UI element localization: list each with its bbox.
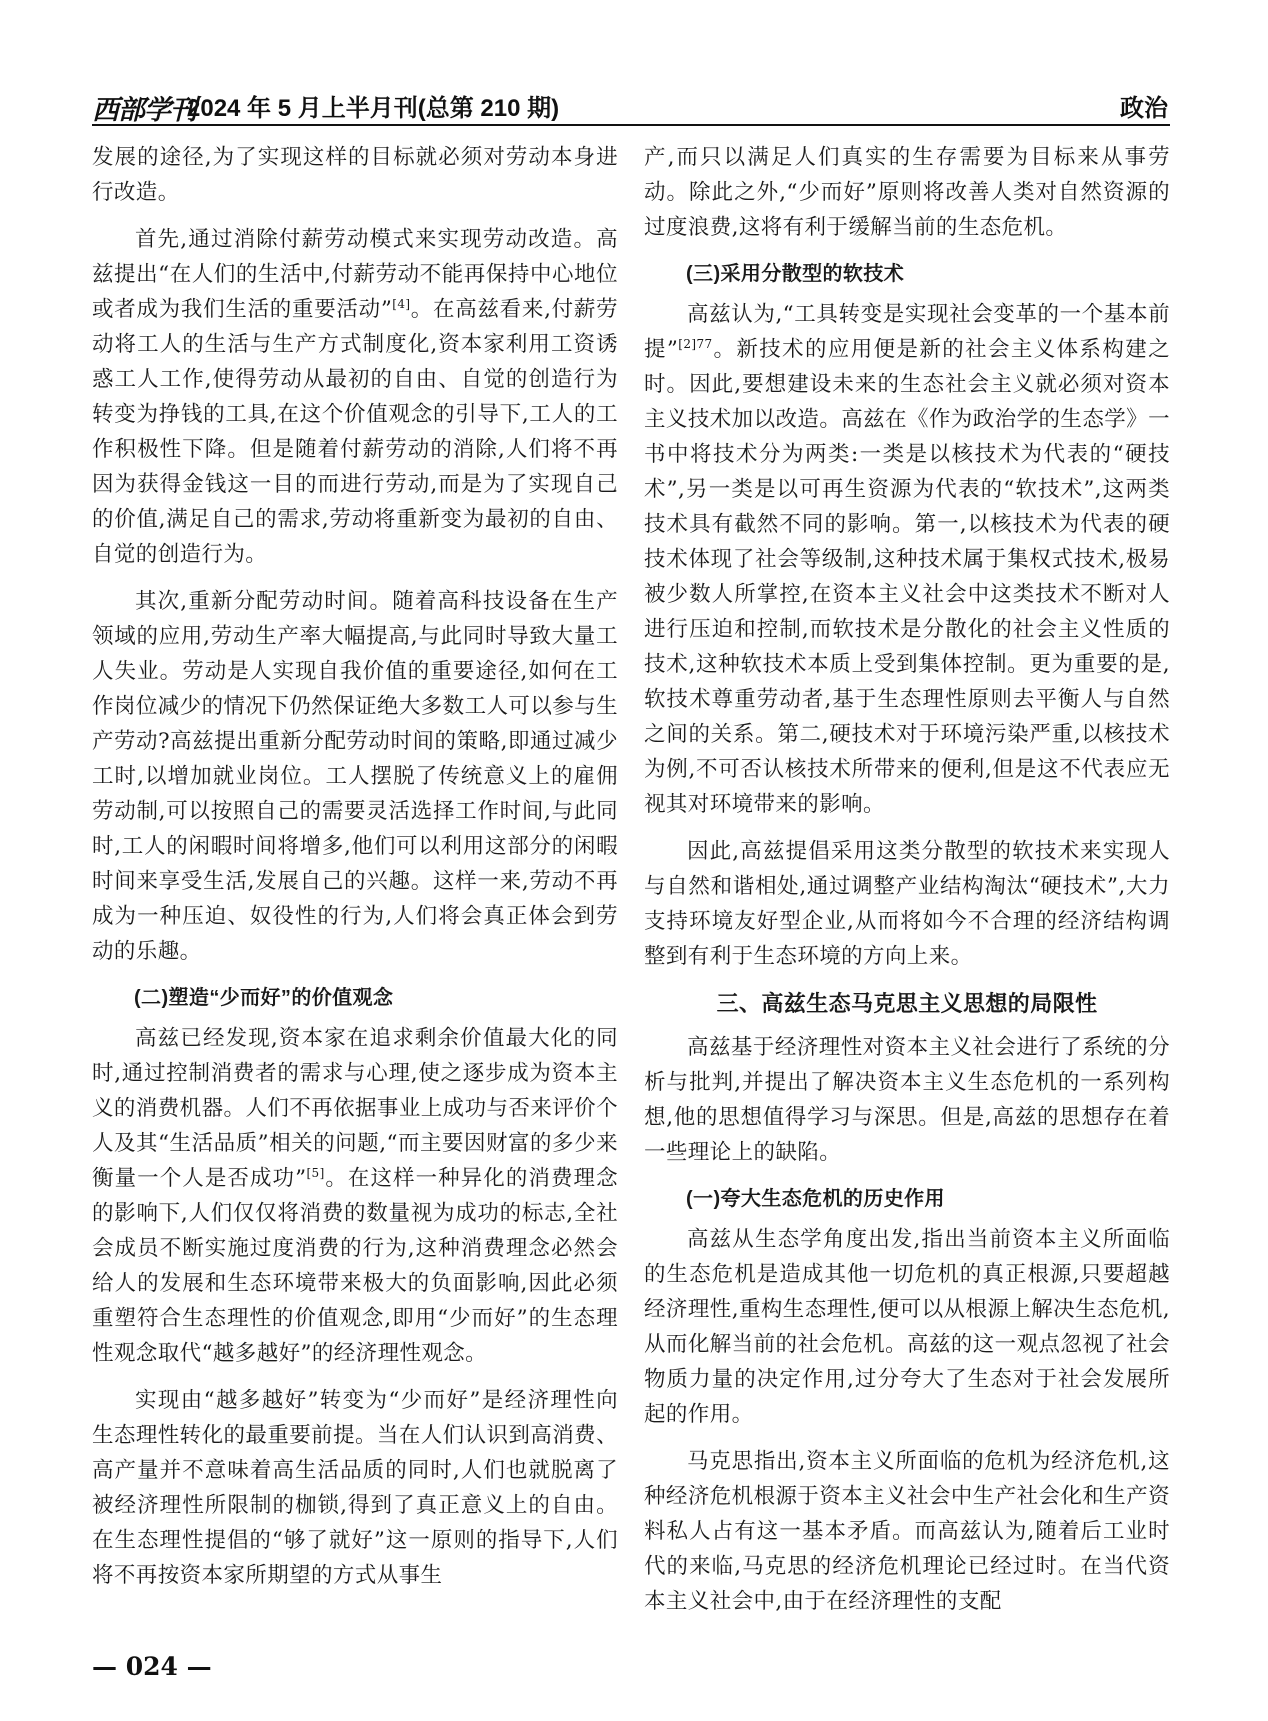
header-rule xyxy=(92,124,1170,126)
paragraph xyxy=(644,297,1170,822)
paragraph: 高兹从生态学角度出发,指出当前资本主义所面临的生态危机是造成其他一切危机的真正根源,只要超越经济理性,重构生态理性,便可以从根源上解决生态危机,从而化解当前的社会危机。高兹的这一观点忽视了社会物质力量的决定作用,过分夸大了生态对于社会发展所起的作用。 xyxy=(644,1227,1170,1427)
paragraph xyxy=(92,222,618,572)
left-column xyxy=(92,140,618,1685)
paragraph-text: 。在这样一种异化的消费理念的影响下,人们仅仅将消费的数量视为成功的标志,全社会成员不断实施过度消费的行为,这种消费理念必然会给人的发展和生态环境带来极大的负面影响,因此必须重塑符合生态理性的价值观念,即用“少而好”的生态理性观念取代“越多越好”的经济理性观念。 xyxy=(92,1166,618,1366)
section-heading: 三、高兹生态马克思主义思想的局限性 xyxy=(716,991,1098,1016)
page-number: — 024 — xyxy=(92,1652,212,1681)
paragraph: 实现由“越多越好”转变为“少而好”是经济理性向生态理性转化的最重要前提。当在人们认识到高消费、高产量并不意味着高生活品质的同时,人们也就脱离了被经济理性所限制的枷锁,得到了真正意义上的自由。在生态理性提倡的“够了就好”这一原则的指导下,人们将不再按资本家所期望的方式从事生 xyxy=(92,1388,618,1588)
paragraph-text: 。新技术的应用便是新的社会主义体系构建之时。因此,要想建设未来的生态社会主义就必须对资本主义技术加以改造。高兹在《作为政治学的生态学》一书中将技术分为两类:一类是以核技术为代表的“硬技术”,另一类是以可再生资源为代表的“软技术”,这两类技术具有截然不同的影响。第一,以核技术为代表的硬技术体现了社会等级制,这种技术属于集权式技术,极易被少数人所掌控,在资本主义社会中这类技术不断对人进行压迫和控制,而软技术是分散化的社会主义性质的技术,这种软技术本质上受到集体控制。更为重要的是,软技术尊重劳动者,基于生态理性原则去平衡人与自然之间的关系。第二,硬技术对于环境污染严重,以核技术为例,不可否认核技术所带来的便利,但是这不代表应无视其对环境带来的影响。 xyxy=(644,337,1170,817)
paragraph-text: 高兹认为,“工具转变是实现社会变革的一个基本前提” xyxy=(644,302,1170,362)
right-column xyxy=(644,140,1170,1685)
subsection-heading: (一)夸大生态危机的历史作用 xyxy=(686,1188,945,1210)
paragraph: 高兹基于经济理性对资本主义社会进行了系统的分析与批判,并提出了解决资本主义生态危机的一系列构想,他的思想值得学习与深思。但是,高兹的思想存在着一些理论上的缺陷。 xyxy=(644,1035,1170,1165)
citation-reference: [2]77 xyxy=(678,336,713,351)
journal-logo: 西部学刊 xyxy=(92,95,196,126)
paragraph: 因此,高兹提倡采用这类分散型的软技术来实现人与自然和谐相处,通过调整产业结构淘汰“硬技术”,大力支持环境友好型企业,从而将如今不合理的经济结构调整到有利于生态环境的方向上来。 xyxy=(644,839,1170,969)
paragraph-text: 。在高兹看来,付薪劳动将工人的生活与生产方式制度化,资本家利用工资诱惑工人工作,使得劳动从最初的自由、自觉的创造行为转变为挣钱的工具,在这个价值观念的引导下,工人的工作积极性下降。但是随着付薪劳动的消除,人们将不再因为获得金钱这一目的而进行劳动,而是为了实现自己的价值,满足自己的需求,劳动将重新变为最初的自由、自觉的创造行为。 xyxy=(92,297,619,567)
paragraph-text: 首先,通过消除付薪劳动模式来实现劳动改造。高兹提出“在人们的生活中,付薪劳动不能再保持中心地位或者成为我们生活的重要活动” xyxy=(92,227,618,322)
paragraph: 马克思指出,资本主义所面临的危机为经济危机,这种经济危机根源于资本主义社会中生产社会化和生产资料私人占有这一基本矛盾。而高兹认为,随着后工业时代的来临,马克思的经济危机理论已经过时。在当代资本主义社会中,由于在经济理性的支配 xyxy=(644,1449,1170,1614)
subsection-heading: (三)采用分散型的软技术 xyxy=(686,263,905,285)
issue-info: 2024 年 5 月上半月刊(总第 210 期) xyxy=(187,95,560,122)
section-label: 政治 xyxy=(1120,95,1168,122)
paragraph: 发展的途径,为了实现这样的目标就必须对劳动本身进行改造。 xyxy=(92,145,618,205)
running-header xyxy=(92,78,1170,128)
paragraph: 其次,重新分配劳动时间。随着高科技设备在生产领域的应用,劳动生产率大幅提高,与此同时导致大量工人失业。劳动是人实现自我价值的重要途径,如何在工作岗位减少的情况下仍然保证绝大多数工人可以参与生产劳动?高兹提出重新分配劳动时间的策略,即通过减少工时,以增加就业岗位。工人摆脱了传统意义上的雇佣劳动制,可以按照自己的需要灵活选择工作时间,与此同时,工人的闲暇时间将增多,他们可以利用这部分的闲暇时间来享受生活,发展自己的兴趣。这样一来,劳动不再成为一种压迫、奴役性的行为,人们将会真正体会到劳动的乐趣。 xyxy=(92,589,618,964)
citation-reference: [5] xyxy=(306,1165,325,1180)
subsection-heading: (二)塑造“少而好”的价值观念 xyxy=(134,987,394,1009)
paragraph xyxy=(92,1021,618,1371)
paragraph: 产,而只以满足人们真实的生存需要为目标来从事劳动。除此之外,“少而好”原则将改善人类对自然资源的过度浪费,这将有利于缓解当前的生态危机。 xyxy=(644,145,1170,240)
citation-reference: [4] xyxy=(392,296,411,311)
paragraph-text: 高兹已经发现,资本家在追求剩余价值最大化的同时,通过控制消费者的需求与心理,使之逐步成为资本主义的消费机器。人们不再依据事业上成功与否来评价个人及其“生活品质”相关的问题,“而主要因财富的多少来衡量一个人是否成功” xyxy=(92,1026,618,1191)
